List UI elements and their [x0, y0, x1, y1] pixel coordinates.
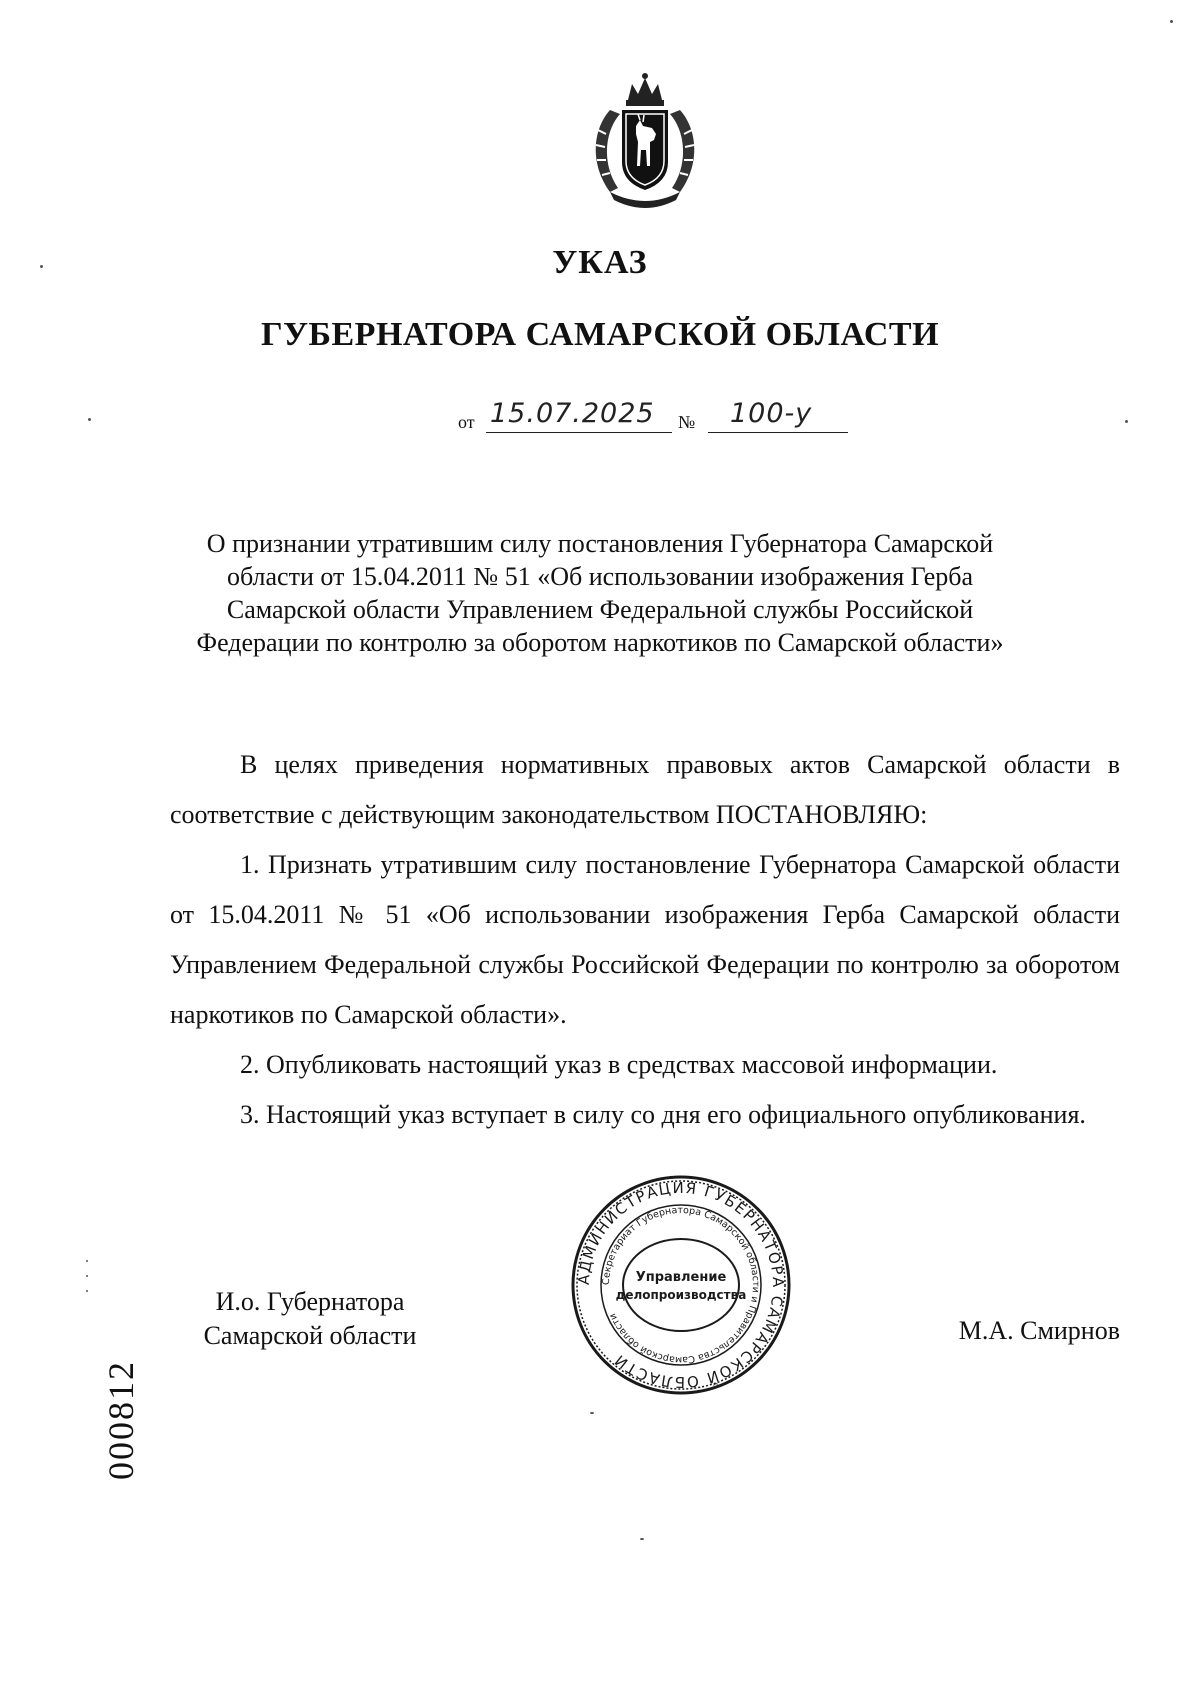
scan-speck — [590, 1412, 594, 1414]
item-1-paragraph: 1. Признать утратившим силу постановление Губернатора Самарской области от 15.04.2011 № 51 «Об использовании изображения Герба Самарской области Управлением Федеральной службы Российской Федерации по контролю за оборотом наркотиков по Самарской области». — [170, 850, 1120, 1029]
signer-position-line1: И.о. Губернатора — [215, 1287, 405, 1316]
decree-subject: О признании утратившим силу постановления Губернатора Самарской области от 15.04.2011 № 51 «Об использовании изображения Герба Самарской области Управлением Федеральной службы Российской Федерации по контролю за оборотом наркотиков по Самарской области» — [196, 529, 1004, 657]
handwritten-number: 100-у — [730, 398, 813, 429]
issuer-title: ГУБЕРНАТОРА САМАРСКОЙ ОБЛАСТИ — [260, 316, 940, 353]
coat-of-arms-emblem — [580, 70, 710, 210]
seal-center-line1: Управление — [635, 1270, 727, 1285]
item-3-paragraph: 3. Настоящий указ вступает в силу со дня его официального опубликования. — [240, 1100, 1086, 1129]
seal-center-line2: делопроизводства — [615, 1288, 747, 1302]
scan-speck — [86, 1260, 88, 1262]
number-underline — [708, 432, 848, 433]
signer-position-line2: Самарской области — [203, 1321, 417, 1350]
registration-number: 000812 — [101, 1360, 141, 1480]
signer-position — [180, 1285, 440, 1353]
handwritten-date: 15.07.2025 — [490, 398, 655, 429]
scan-speck — [640, 1538, 644, 1540]
scan-speck — [1125, 420, 1128, 423]
scan-speck — [1170, 20, 1173, 23]
date-label: от — [458, 412, 475, 432]
signer-name: М.А. Смирнов — [958, 1316, 1120, 1345]
number-label: № — [678, 412, 696, 432]
scan-speck — [86, 1275, 88, 1277]
scan-speck — [88, 418, 91, 421]
preamble-paragraph: В целях приведения нормативных правовых актов Самарской области в соответствие с действующим законодательством ПОСТАНОВЛЯЮ: — [170, 750, 1120, 829]
seal-outer-text: АДМИНИСТРАЦИЯ ГУБЕРНАТОРА САМАРСКОЙ ОБЛАСТИ — [574, 1178, 788, 1392]
document-type-title: УКАЗ — [552, 244, 648, 281]
item-2-paragraph: 2. Опубликовать настоящий указ в средствах массовой информации. — [240, 1050, 998, 1079]
official-seal-stamp — [566, 1170, 796, 1400]
scan-speck — [86, 1290, 88, 1292]
seal-inner-text: Секретариат Губернатора Самарской области и Правительства Самарской области — [600, 1204, 762, 1366]
scan-speck — [40, 265, 43, 268]
date-underline — [486, 432, 672, 433]
